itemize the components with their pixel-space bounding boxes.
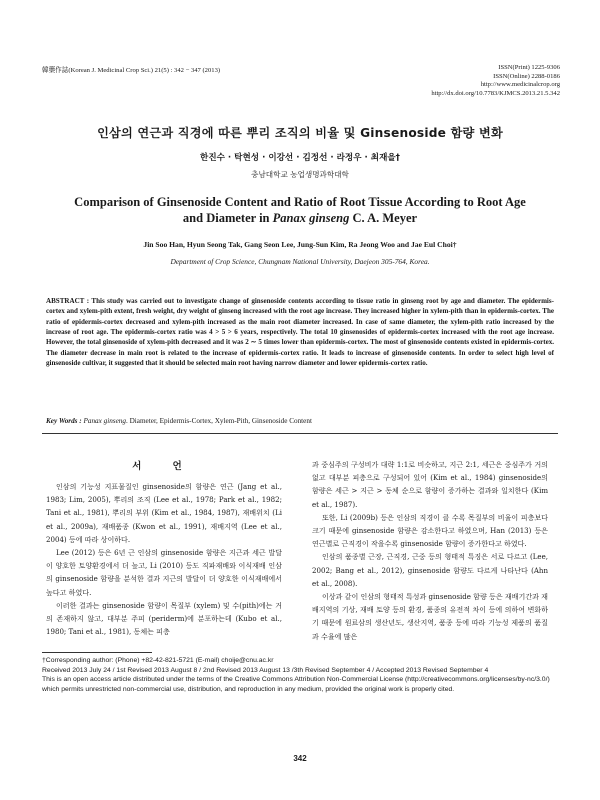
corresponding-author: †Corresponding author: (Phone) +82-42-821-5721 (E-mail) choije@cnu.ac.kr — [42, 657, 274, 664]
paragraph: 인삼의 기능성 지표물질인 ginsenoside의 함량은 연근 (Jang et al., 1983; Lim, 2005), 뿌리의 조직 (Lee et al., 1978; Park et al., 1982; Tani et al., 1981), 뿌리의 부위 (Kim et al., 1984, 1987), 재배위치 (Li et al., 2009a), 재배품종 (Kwon et al., 1991), 재배지역 (Lee et al., 2004) 등에 따라 상이하다. — [46, 482, 282, 544]
english-authors: Jin Soo Han, Hyun Seong Tak, Gang Seon Lee, Jung-Sun Kim, Ra Jeong Woo and Jae Eul Choi† — [143, 240, 457, 249]
english-title-line1: Comparison of Ginsenoside Content and Ratio of Root Tissue According to Root Age — [74, 195, 526, 209]
doi-link[interactable]: http://dx.doi.org/10.7783/KJMCS.2013.21.5.342 — [431, 89, 560, 97]
issn-print: ISSN(Print) 1225-9306 — [498, 64, 560, 71]
journal-citation: 韓藥作誌(Korean J. Medicinal Crop Sci.) 21(5) : 342 − 347 (2013) — [42, 67, 221, 74]
keywords-rest: . Diameter, Epidermis-Cortex, Xylem-Pith, Ginsenoside Content — [126, 417, 312, 425]
paragraph: 이상과 같이 인삼의 형태적 특성과 ginsenoside 함량 등은 재배기간과 재배지역의 기상, 재배 토양 등의 환경, 품종의 유전적 차이 등에 의하여 변화하기 때문에 원료삼의 생산년도, 생산지역, 품종 등에 따라 기능성 제품의 품질과 수율에 많은 — [312, 592, 548, 641]
korean-title: 인삼의 연근과 직경에 따른 뿌리 조직의 비율 및 Ginsenoside 함량 변화 — [97, 126, 503, 140]
english-title — [40, 194, 560, 226]
title-line2-pre: and Diameter in — [182, 211, 273, 225]
keywords — [46, 417, 554, 425]
paragraph: 과 중심주의 구성비가 대략 1:1로 비슷하고, 지근 2:1, 세근은 중심주가 거의 없고 대부분 피층으로 구성되어 있어 (Kim et al., 1984) ginsenoside의 함량은 세근 > 지근 > 동체 순으로 함량이 증가하는 결과와 일치한다 (Kim et al., 1987). — [312, 460, 548, 509]
license-note: This is an open access article distributed under the terms of the Creative Commons Attribution Non-Commercial License (http://creativecommons.org/licenses/by-nc/3.0/) which permits unrestricted non-commercial use, distribution, and reproduction in any medium, provided the original work is properly cited. — [42, 676, 550, 693]
korean-authors: 한진수 · 탁현성 · 이강선 · 김정선 · 라정우 · 최재을† — [200, 153, 400, 163]
right-column — [312, 458, 548, 643]
abstract-label: ABSTRACT : — [46, 297, 92, 305]
issn-online: ISSN(Online) 2288-0186 — [493, 72, 560, 80]
section-heading: 서 언 — [132, 461, 196, 472]
title-line2-post: C. A. Meyer — [349, 211, 418, 225]
received-dates: Received 2013 July 24 / 1st Revised 2013 August 8 / 2nd Revised 2013 August 13 /3th Revised September 4 / Accepted 2013 Revised September 4 — [42, 666, 489, 674]
paragraph: 인삼의 품종별 근장, 근직경, 근중 등의 형태적 특징은 서로 다르고 (Lee, 2002; Bang et al., 2012), ginsenoside 함량도 다르게 나타난다 (Ahn et al., 2008). — [312, 552, 548, 588]
footnote — [42, 656, 562, 694]
divider — [42, 433, 558, 434]
korean-affiliation: 충남대학교 농업생명과학대학 — [251, 170, 349, 179]
abstract — [46, 296, 554, 368]
paragraph: 이러한 결과는 ginsenoside 함량이 목질부 (xylem) 및 수(pith)에는 거의 존재하지 않고, 대부분 주피 (periderm)에 분포하는데 (Kubo et al., 1980; Tani et al., 1981), 동체는 피층 — [46, 600, 282, 637]
paragraph: Lee (2012) 등은 6년 근 인삼의 ginsenoside 함량은 지근과 세근 발달이 양호한 토양환경에서 더 높고, Li (2010) 등도 직파재배와 이식재배 인삼의 ginsenoside 함량을 분석한 결과 지근의 발달이 더 양호한 이식재배에서 높다고 하였다. — [46, 548, 282, 597]
paragraph: 또한, Li (2009b) 등은 인삼의 직경이 클 수록 목질부의 비율이 피층보다 크기 때문에 ginsenoside 함량은 감소한다고 하였으며, Han (2013) 등은 연근별로 근직경이 작을수록 ginsenoside 함량이 증가한다고 하였다. — [312, 512, 548, 549]
journal-url[interactable]: http://www.medicinalcrop.org — [480, 81, 560, 89]
page-number: 342 — [293, 754, 307, 763]
issn-block — [431, 64, 560, 98]
species-name: Panax ginseng — [272, 211, 350, 225]
left-column — [46, 480, 282, 638]
english-affiliation: Department of Crop Science, Chungnam National University, Daejeon 305-764, Korea. — [170, 257, 430, 266]
footnote-divider — [42, 652, 152, 653]
abstract-text: This study was carried out to investigate change of ginsenoside contents according to tissue ratio in ginseng root by age and diameter. The epidermis-cortex and xylem-pith extent, fresh weight, dry weight of ginseng increased with the root age increase. They increased higher in xylem-pith than in epidermis-cortex. The ratio of epidermis-cortex decreased and xylem-pith increased as the main root diameter increased. In case of same diameter, the xylem-pith ratio increased by the increase of root age. The epidermis-cortex ratio was 4 > 5 > 6 years, respectively. The total 10 ginsenosides of epidermis-cortex increased with the root age increase. However, the total ginsenoside of xylem-pith decreased and it was 2 ∼ 5 times lower than epidermis-cortex. The most of ginsenoside contents existed in epidermis-cortex. The diameter decrease in main root is related to the increase of epidermis-cortex ratio. It leads to increase of ginsenoside contents. In order to select high level of ginsenoside cultivar, it suggested that it should be selected main root having narrow diameter and lower epidermis-cortex ratio. — [46, 297, 554, 368]
english-title-line2 — [40, 210, 560, 226]
keywords-italic: Panax ginseng — [83, 417, 126, 425]
keywords-label: Key Words : — [46, 417, 84, 425]
